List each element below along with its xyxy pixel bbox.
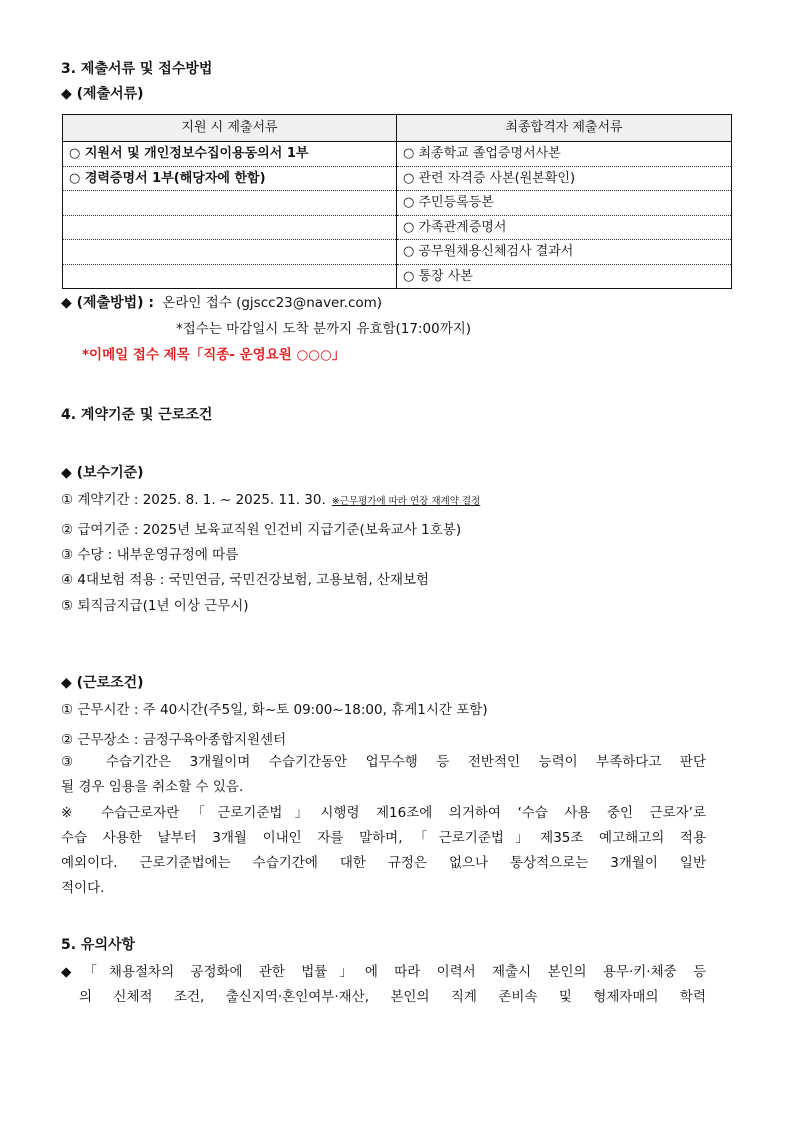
section5-heading: 5. 유의사항 bbox=[61, 937, 136, 953]
submit-docs-heading: ◆ (제출서류) bbox=[61, 86, 144, 102]
table-cell: ○ 지원서 및 개인정보수집이용동의서 1부 bbox=[63, 142, 397, 167]
table-header-applicant: 지원 시 제출서류 bbox=[63, 115, 397, 142]
notice-paragraph bbox=[61, 960, 706, 1010]
submit-deadline-note: *접수는 마감일시 도착 분까지 유효함(17:00까지) bbox=[176, 321, 472, 337]
table-row bbox=[63, 191, 732, 216]
submission-documents-table bbox=[62, 114, 732, 289]
table-cell: ○ 주민등록등본 bbox=[397, 191, 732, 216]
table-cell bbox=[63, 264, 397, 289]
section4-heading: 4. 계약기준 및 근로조건 bbox=[61, 407, 213, 423]
table-cell: ○ 통장 사본 bbox=[397, 264, 732, 289]
table-cell bbox=[63, 191, 397, 216]
probation-law-note bbox=[61, 801, 706, 901]
pay-item-3: ③ 수당 : 내부운영규정에 따름 bbox=[61, 547, 239, 563]
section3-heading: 3. 제출서류 및 접수방법 bbox=[61, 61, 213, 77]
table-cell: ○ 공무원채용신체검사 결과서 bbox=[397, 240, 732, 265]
table-header-row bbox=[63, 115, 732, 142]
table-cell: ○ 최종학교 졸업증명서사본 bbox=[397, 142, 732, 167]
submit-method-line bbox=[61, 291, 382, 312]
table-row bbox=[63, 166, 732, 191]
table-cell: ○ 가족관계증명서 bbox=[397, 215, 732, 240]
table-cell: ○ 관련 자격증 사본(원본확인) bbox=[397, 166, 732, 191]
pay-item-1 bbox=[61, 488, 480, 508]
table-cell bbox=[63, 240, 397, 265]
pay-item-1-note: ※근무평가에 따라 연장 재계약 결정 bbox=[331, 496, 481, 507]
pay-standard-heading: ◆ (보수기준) bbox=[61, 465, 144, 481]
pay-item-1-text: ① 계약기간 : 2025. 8. 1. ~ 2025. 11. 30. bbox=[61, 492, 326, 508]
notice-line-1: ◆「채용절차의 공정화에 관한 법률」에 따라 이력서 제출시 본인의 용무·키·체중 등 bbox=[61, 964, 706, 980]
law-note-line-1: ※ 수습근로자란「근로기준법」시행령 제16조에 의거하여 ‘수습 사용 중인 근로자’로 bbox=[61, 805, 706, 821]
work-item-2: ② 근무장소 : 금정구육아종합지원센터 bbox=[61, 732, 287, 748]
law-note-line-4: 적이다. bbox=[61, 880, 105, 896]
probation-line-1: ③ 수습기간은 3개월이며 수습기간동안 업무수행 등 전반적인 능력이 부족하다고 판단 bbox=[61, 754, 706, 770]
table-header-final: 최종합격자 제출서류 bbox=[397, 115, 732, 142]
work-conditions-heading: ◆ (근로조건) bbox=[61, 675, 144, 691]
email-title-note: *이메일 접수 제목「직종- 운영요원 ○○○」 bbox=[82, 347, 346, 363]
table-row bbox=[63, 142, 732, 167]
probation-paragraph bbox=[61, 750, 706, 800]
law-note-line-3: 예외이다. 근로기준법에는 수습기간에 대한 규정은 없으나 통상적으로는 3개월이 일반 bbox=[61, 855, 706, 871]
pay-item-5: ⑤ 퇴직금지급(1년 이상 근무시) bbox=[61, 598, 249, 614]
table-row bbox=[63, 215, 732, 240]
submit-method-value: 온라인 접수 (gjscc23@naver.com) bbox=[162, 295, 383, 311]
table-row bbox=[63, 240, 732, 265]
work-item-1: ① 근무시간 : 주 40시간(주5일, 화~토 09:00~18:00, 휴게1시간 포함) bbox=[61, 702, 488, 718]
submit-method-label: ◆ (제출방법) : bbox=[61, 295, 155, 311]
pay-item-2: ② 급여기준 : 2025년 보육교직원 인건비 지급기준(보육교사 1호봉) bbox=[61, 522, 462, 538]
pay-item-4: ④ 4대보험 적용 : 국민연금, 국민건강보험, 고용보험, 산재보험 bbox=[61, 572, 430, 588]
table-row bbox=[63, 264, 732, 289]
table-cell: ○ 경력증명서 1부(해당자에 한함) bbox=[63, 166, 397, 191]
probation-line-2: 될 경우 임용을 취소할 수 있음. bbox=[61, 779, 244, 795]
notice-line-2: 의 신체적 조건, 출신지역·혼인여부·재산, 본인의 직계 존비속 및 형제자매의 학력 bbox=[79, 989, 706, 1005]
law-note-line-2: 수습 사용한 날부터 3개월 이내인 자를 말하며,「근로기준법」제35조 예고해고의 적용 bbox=[61, 830, 706, 846]
table-cell bbox=[63, 215, 397, 240]
